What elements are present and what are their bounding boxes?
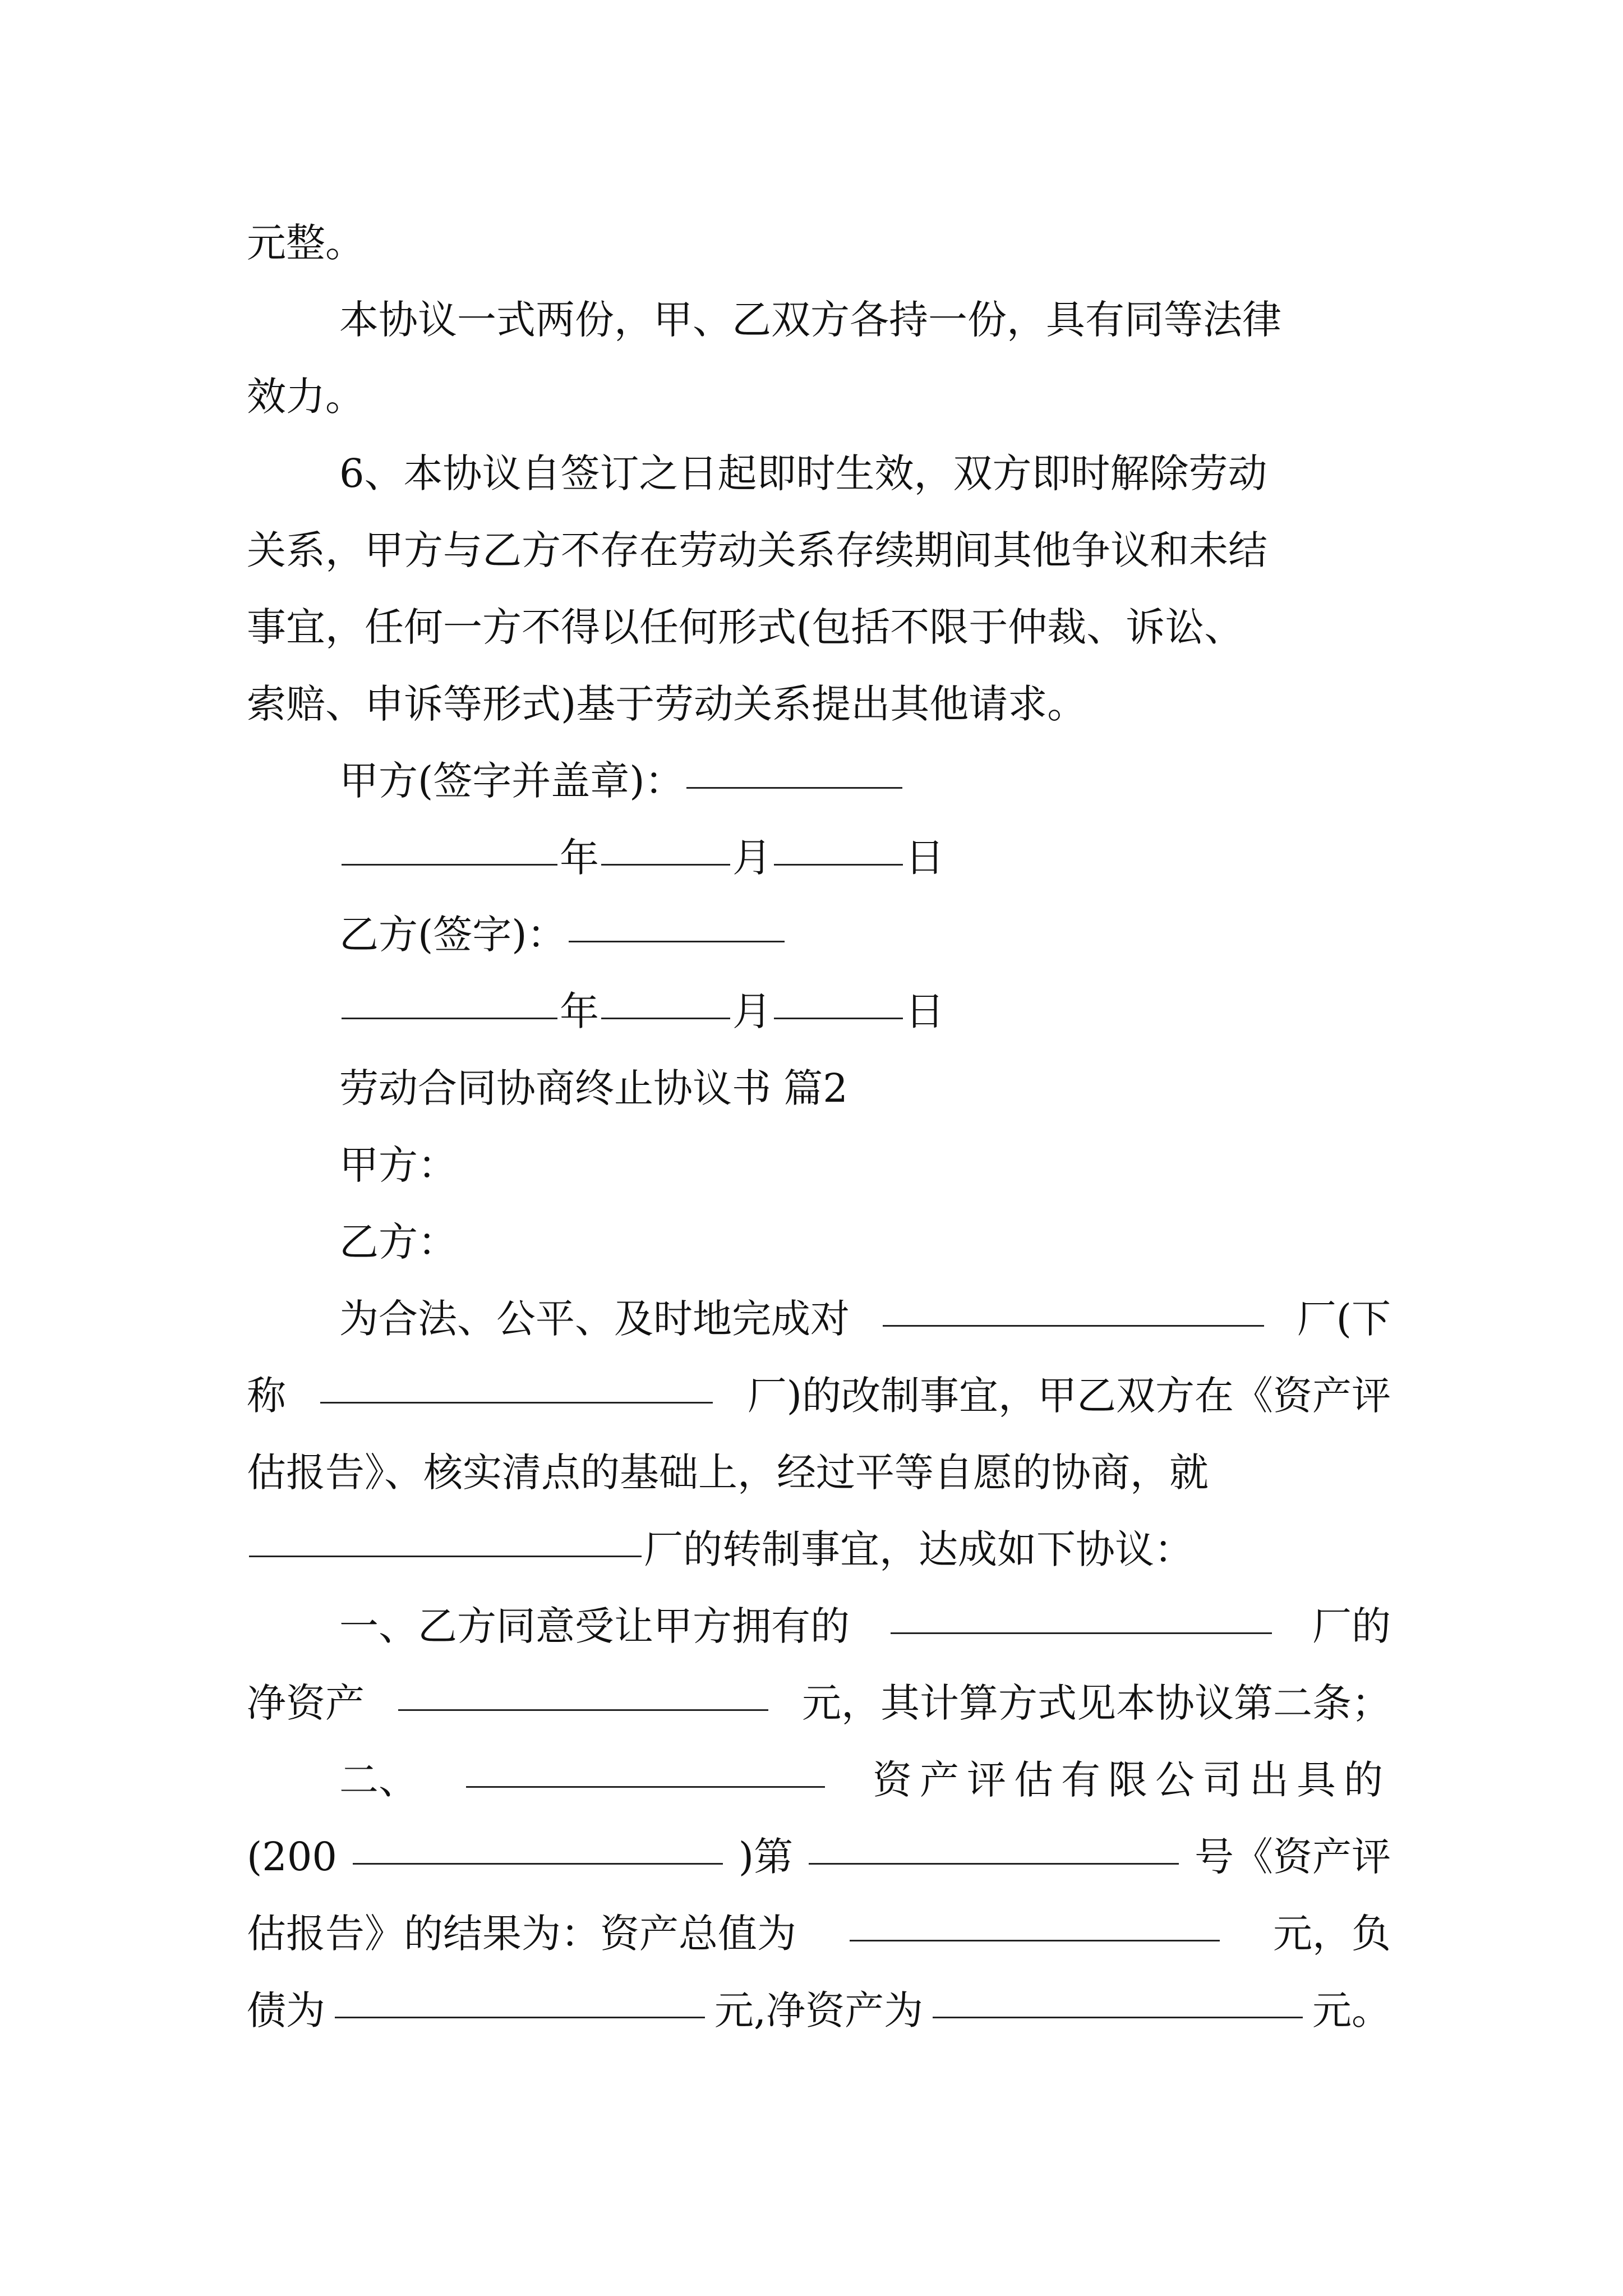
text-line	[247, 512, 1391, 589]
section-title	[339, 1050, 1391, 1127]
text: 称	[247, 1373, 286, 1419]
section-title-text: 劳动合同协商终止协议书 篇2	[339, 1065, 848, 1111]
year-blank[interactable]	[342, 863, 557, 866]
text: 债为	[247, 1987, 325, 2033]
text: 号《资产评	[1194, 1834, 1391, 1880]
month-label: 月	[732, 835, 772, 881]
total-assets-blank[interactable]	[850, 1939, 1220, 1941]
factory-name-blank[interactable]	[891, 1632, 1272, 1634]
text: 关系，甲方与乙方不存在劳动关系存续期间其他争议和未结	[247, 527, 1267, 573]
text-line	[247, 589, 1391, 666]
text: 估报告》、核实清点的基础上，经过平等自愿的协商，就	[247, 1450, 1209, 1496]
day-blank[interactable]	[774, 863, 903, 866]
text: 估报告》的结果为：资产总值为	[247, 1911, 796, 1957]
clause-1-line	[247, 1665, 1391, 1742]
text: 索赔、申诉等形式)基于劳动关系提出其他请求。	[247, 681, 1087, 727]
text: 效力。	[247, 374, 365, 420]
paragraph-line	[247, 1358, 1391, 1434]
text: )第	[738, 1834, 794, 1880]
text: 厂(下	[1297, 1296, 1391, 1342]
text-line	[339, 282, 1391, 358]
paragraph-line	[339, 1281, 1391, 1358]
party-a-line	[339, 1127, 1391, 1204]
year-label: 年	[560, 988, 599, 1034]
appraisal-company-blank[interactable]	[466, 1786, 825, 1788]
text: 元，负	[1273, 1911, 1391, 1957]
text: 二、	[339, 1757, 418, 1803]
party-b-line	[339, 1204, 1391, 1281]
date-line	[339, 973, 1391, 1050]
text: 厂)的改制事宜，甲乙双方在《资产评	[747, 1373, 1391, 1419]
net-assets-value-blank[interactable]	[933, 2016, 1303, 2018]
text: 6、本协议自签订之日起即时生效，双方即时解除劳动	[339, 450, 1267, 496]
text: (200	[247, 1834, 337, 1880]
clause-2-line	[247, 1895, 1391, 1972]
factory-name-blank[interactable]	[320, 1401, 713, 1404]
year-label: 年	[560, 835, 599, 881]
year-number-blank[interactable]	[353, 1862, 723, 1865]
party-a-signature-label: 甲方(签字并盖章)：	[339, 758, 684, 804]
day-blank[interactable]	[774, 1017, 903, 1019]
clause-2-line	[339, 1742, 1391, 1819]
text-line	[339, 435, 1391, 512]
day-label: 日	[905, 835, 944, 881]
clause-2-line	[247, 1819, 1391, 1895]
text-line	[247, 666, 1391, 743]
paragraph-line	[247, 1511, 1391, 1588]
day-label: 日	[905, 988, 944, 1034]
text: 元,净资产为	[714, 1987, 924, 2033]
liabilities-blank[interactable]	[335, 2016, 705, 2018]
signature-blank[interactable]	[569, 940, 785, 942]
clause-2-line	[247, 1972, 1391, 2049]
month-blank[interactable]	[601, 1017, 730, 1019]
party-b-signature-line	[339, 896, 1391, 973]
party-a-label: 甲方：	[339, 1142, 457, 1188]
text: 净资产	[247, 1680, 365, 1726]
party-a-signature-line	[339, 743, 1391, 820]
text: 资产评估有限公司出具的	[873, 1757, 1391, 1803]
factory-name-blank[interactable]	[249, 1555, 642, 1557]
date-line	[339, 820, 1391, 896]
paragraph-line	[247, 1434, 1391, 1511]
net-assets-blank[interactable]	[398, 1709, 768, 1711]
month-blank[interactable]	[601, 863, 730, 866]
text: 元整。	[247, 220, 365, 266]
text-line	[247, 205, 1391, 282]
report-number-blank[interactable]	[809, 1862, 1179, 1865]
text: 厂的	[1312, 1603, 1391, 1649]
year-blank[interactable]	[342, 1017, 557, 1019]
party-b-signature-label: 乙方(签字)：	[339, 912, 566, 958]
text: 为合法、公平、及时地完成对	[339, 1296, 850, 1342]
factory-name-blank[interactable]	[883, 1324, 1264, 1327]
party-b-label: 乙方：	[339, 1219, 457, 1265]
clause-1-line	[339, 1588, 1391, 1665]
text-line	[247, 358, 1391, 435]
text: 元，其计算方式见本协议第二条；	[802, 1680, 1391, 1726]
text: 元。	[1312, 1987, 1391, 2033]
text: 事宜，任何一方不得以任何形式(包括不限于仲裁、诉讼、	[247, 604, 1244, 650]
text: 本协议一式两份，甲、乙双方各持一份，具有同等法律	[339, 297, 1281, 343]
text: 一、乙方同意受让甲方拥有的	[339, 1603, 850, 1649]
month-label: 月	[732, 988, 772, 1034]
text: 厂的转制事宜，达成如下协议：	[644, 1526, 1193, 1572]
signature-blank[interactable]	[686, 786, 902, 789]
